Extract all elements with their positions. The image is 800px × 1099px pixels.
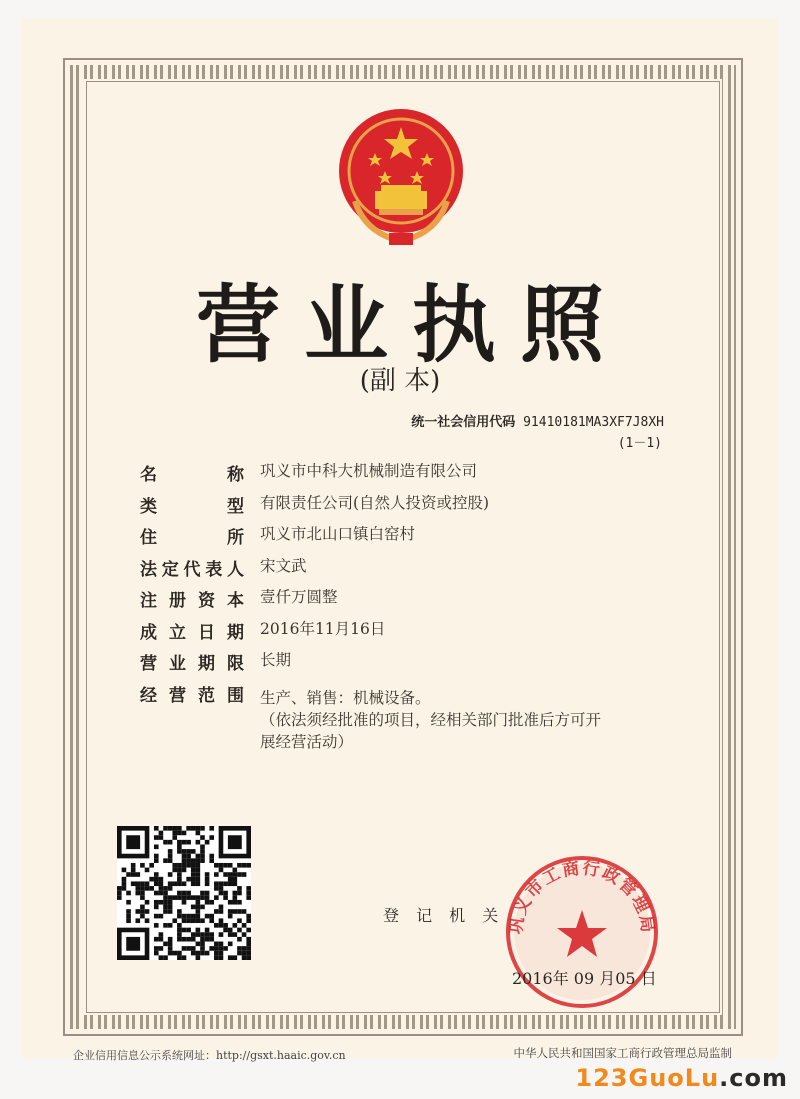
field-value: 有限责任公司(自然人投资或控股) bbox=[260, 493, 490, 512]
field-label: 法 定 代 表 人 bbox=[140, 559, 244, 580]
field-row-type bbox=[140, 492, 670, 524]
field-label: 经 营 范 围 bbox=[140, 685, 244, 706]
field-label: 名 称 bbox=[140, 465, 244, 485]
national-emblem-icon bbox=[335, 105, 467, 250]
license-fields bbox=[140, 460, 670, 753]
footer-website: 企业信用信息公示系统网址：http://gsxt.haaic.gov.cn bbox=[73, 1049, 346, 1062]
field-value: 巩义市北山口镇白窑村 bbox=[260, 525, 416, 543]
qr-code-icon bbox=[117, 826, 251, 960]
watermark-logo: 123GuoLu.com bbox=[575, 1064, 788, 1092]
document-subtitle: (副 本) bbox=[359, 366, 441, 396]
field-value: 宋文武 bbox=[260, 556, 307, 575]
field-row-name bbox=[140, 460, 670, 492]
issue-date: 2016年 09 月05 日 bbox=[512, 969, 657, 988]
scope-line: （依法须经批准的项目，经相关部门批准后方可开 bbox=[260, 710, 602, 729]
field-label: 注 册 资 本 bbox=[140, 591, 244, 611]
field-row-address bbox=[140, 523, 670, 555]
document-title: 营业执照 bbox=[195, 276, 628, 374]
field-label: 类 型 bbox=[140, 496, 244, 517]
registration-authority-label: 登 记 机 关 bbox=[383, 906, 505, 925]
field-value: 2016年11月16日 bbox=[260, 619, 386, 638]
field-row-capital bbox=[140, 586, 670, 618]
field-row-legal-rep bbox=[140, 555, 670, 587]
scope-line: 生产、销售：机械设备。 bbox=[260, 688, 431, 707]
copy-number: (1－1) bbox=[617, 436, 662, 451]
credit-code-value: 91410181MA3XF7J8XH bbox=[523, 415, 664, 430]
field-label: 营 业 期 限 bbox=[140, 654, 244, 674]
field-value: 壹仟万圆整 bbox=[260, 588, 338, 606]
business-scope bbox=[260, 681, 601, 753]
field-label: 成 立 日 期 bbox=[140, 622, 244, 643]
scope-line: 展经营活动） bbox=[260, 732, 354, 751]
seal-text: 巩义市工商行政管理局 bbox=[506, 858, 658, 936]
field-label: 住 所 bbox=[140, 528, 244, 548]
field-row-term bbox=[140, 649, 670, 681]
credit-code-label: 统一社会信用代码 bbox=[411, 415, 516, 430]
field-row-scope bbox=[140, 681, 670, 753]
field-value: 长期 bbox=[260, 651, 292, 669]
field-row-established bbox=[140, 618, 670, 650]
field-value: 巩义市中科大机械制造有限公司 bbox=[260, 462, 478, 480]
footer-supervisor: 中华人民共和国国家工商行政管理总局监制 bbox=[513, 1046, 732, 1060]
credit-code bbox=[411, 411, 664, 430]
